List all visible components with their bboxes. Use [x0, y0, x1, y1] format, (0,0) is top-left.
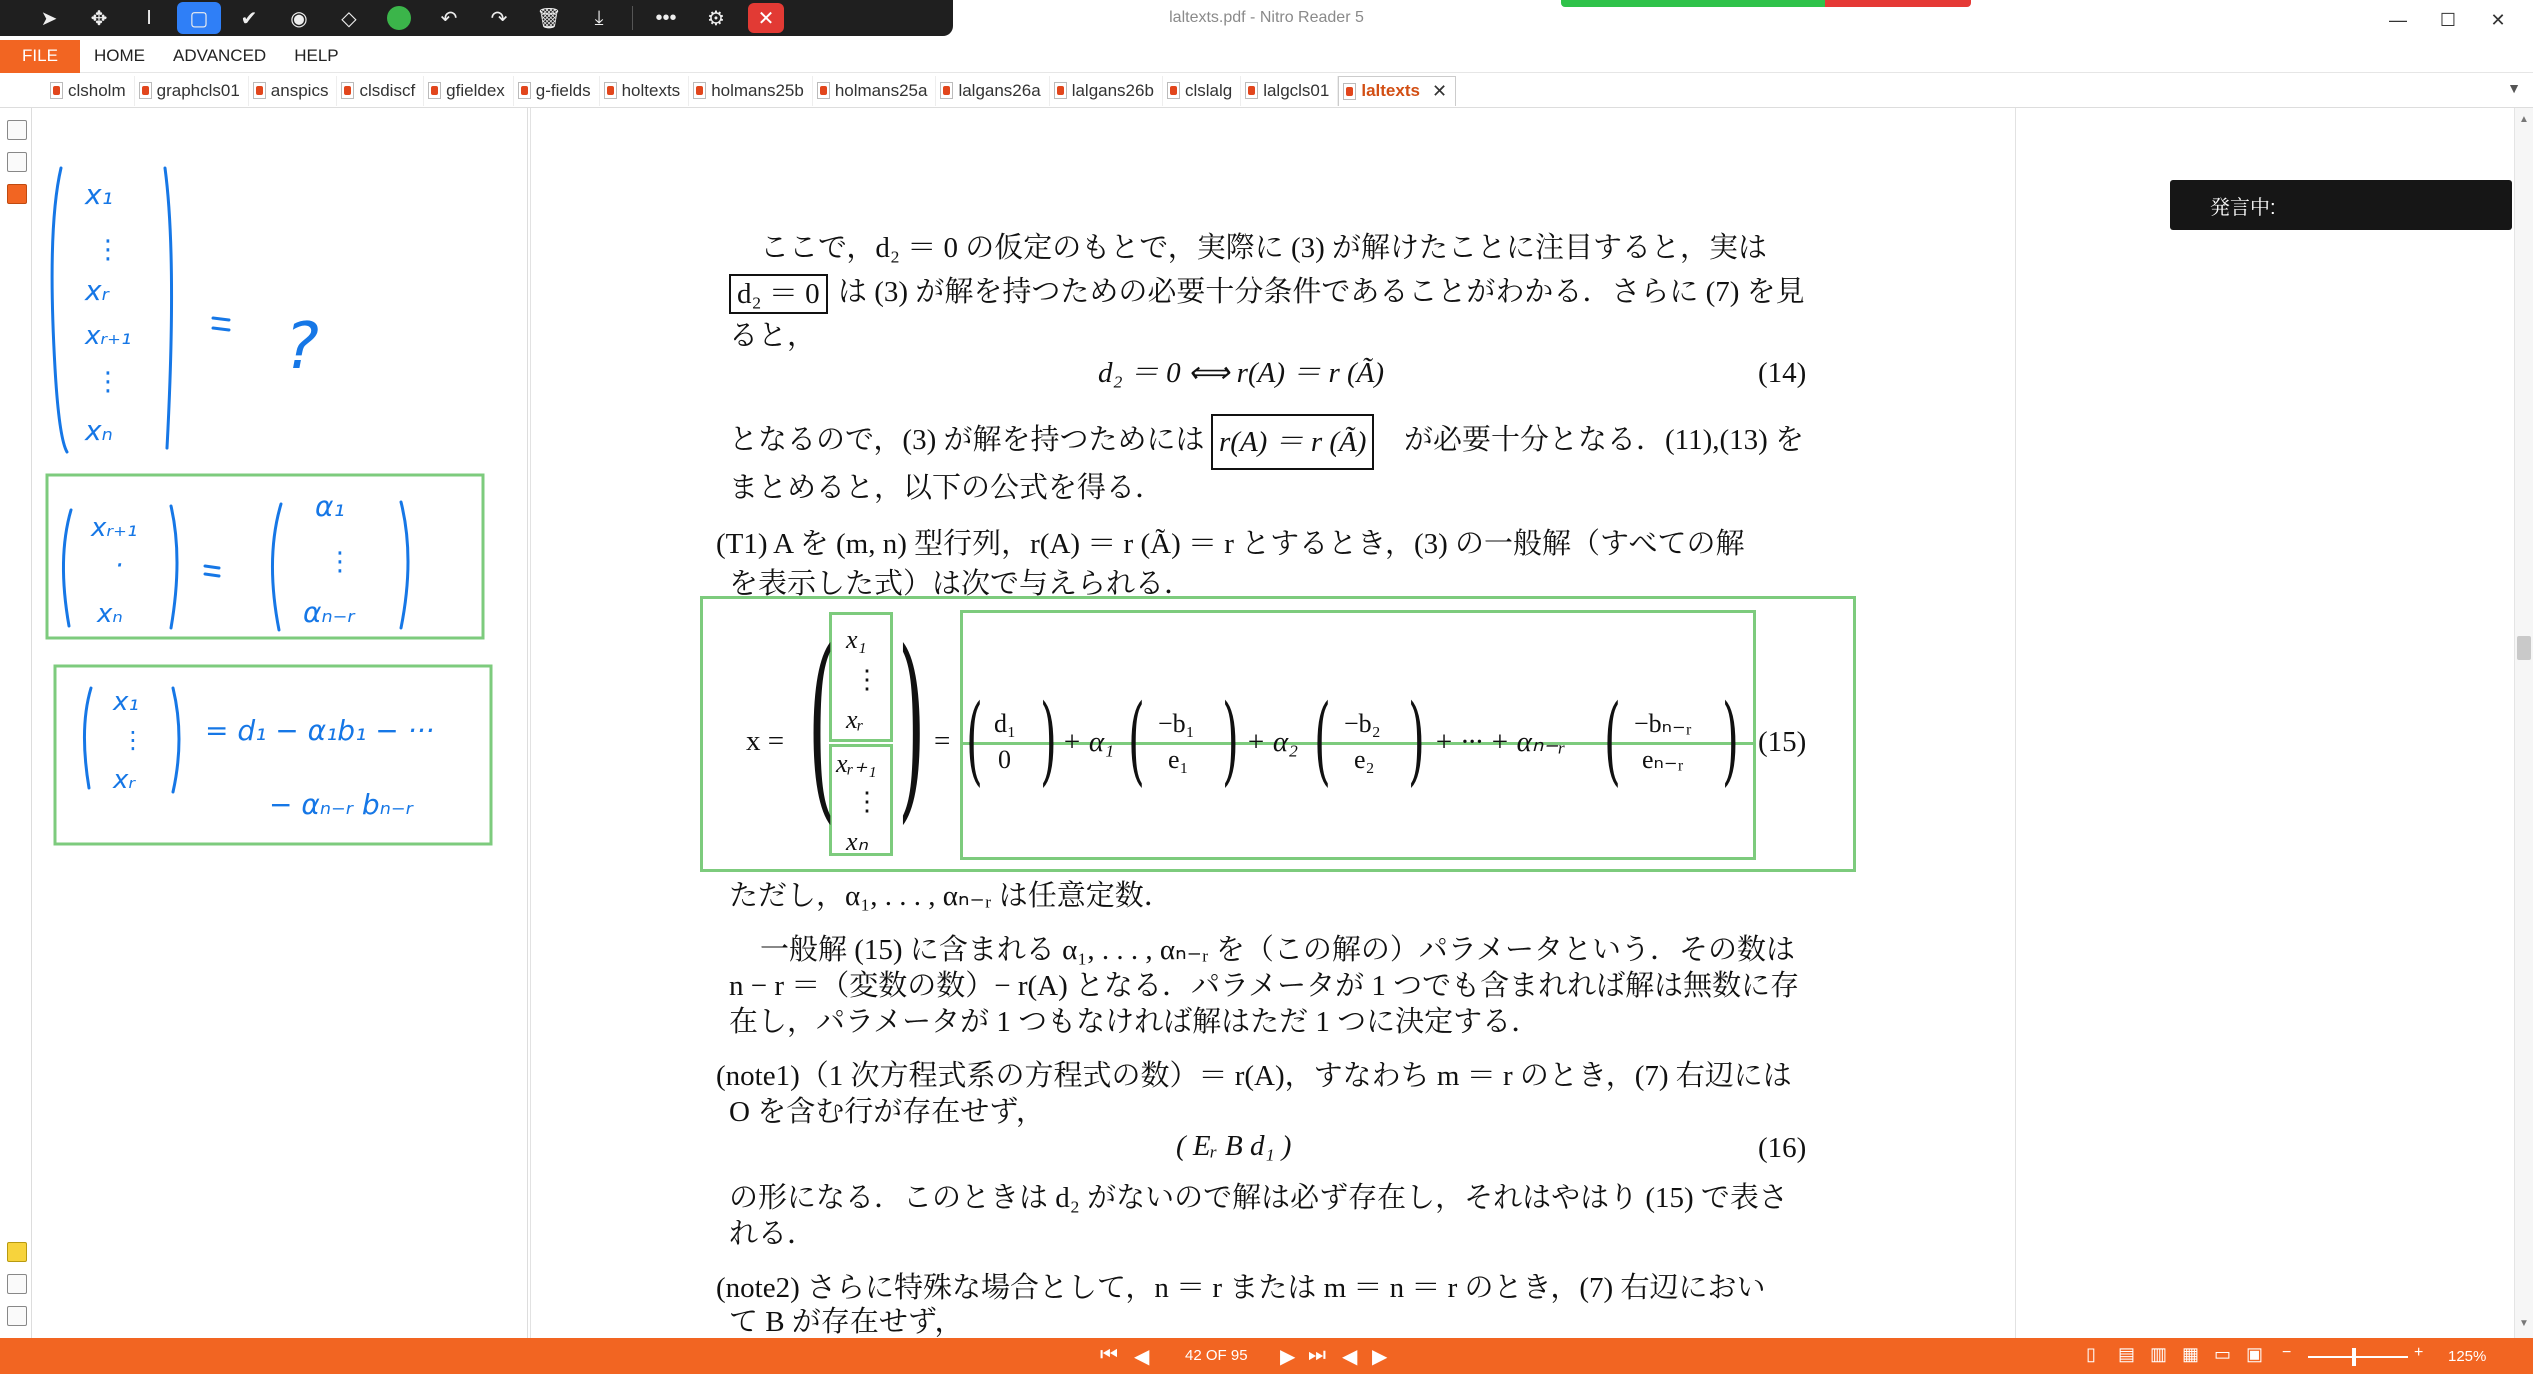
paragraph-2-line-1b: が必要十分となる．(11),(13) を [1404, 424, 1805, 456]
term4-right-paren: ) [1722, 684, 1739, 796]
previous-page-icon[interactable]: ◀ [1134, 1346, 1150, 1368]
pdf-icon [817, 82, 830, 99]
term1-zero: 0 [998, 745, 1011, 774]
equation-number-15: (15) [1758, 726, 1807, 758]
equation-16: ( Eᵣ B d₁ ) [1176, 1130, 1292, 1162]
vec-x1: x₁ [846, 625, 867, 654]
zoom-in-icon[interactable]: + [2414, 1344, 2424, 1361]
vec-xr: xᵣ [846, 705, 864, 734]
equation-number-16: (16) [1758, 1132, 1807, 1164]
term4-minus-bnr: −bₙ₋ᵣ [1634, 709, 1692, 738]
tab-laltexts[interactable]: laltexts ✕ [1338, 76, 1456, 106]
next-view-icon[interactable]: ▶ [1372, 1346, 1388, 1368]
tab-holmans25a[interactable]: holmans25a [813, 76, 937, 106]
note3-xr: xᵣ [113, 765, 136, 795]
vertical-scrollbar[interactable] [2514, 108, 2533, 1338]
term2-left-paren: ( [1128, 684, 1145, 796]
right-bracket [173, 688, 179, 792]
equals-sign [213, 318, 229, 330]
note2-xr1: xᵣ₊₁ [91, 513, 138, 543]
next-page-icon[interactable]: ▶ [1280, 1346, 1296, 1368]
paragraph-1-line-2: は (3) が解を持つための必要十分条件であることがわかる．さらに (7) を見 [838, 276, 1805, 308]
layers-icon[interactable] [7, 1274, 27, 1294]
note3-rhs-line2: − αₙ₋ᵣ bₙ₋ᵣ [269, 788, 413, 821]
left-bracket [272, 504, 281, 630]
checkmark-icon[interactable]: ✔ [240, 7, 258, 30]
equation-15-equals: = [934, 725, 951, 757]
maximize-button[interactable]: ☐ [2439, 9, 2457, 30]
pdf-icon [940, 82, 953, 99]
output-icon[interactable] [7, 1306, 27, 1326]
radio-icon[interactable]: ◉ [290, 7, 308, 30]
left-bracket [84, 688, 91, 788]
vec-xr1: xᵣ₊₁ [836, 749, 877, 778]
zoom-slider-track[interactable] [2308, 1356, 2408, 1358]
single-page-icon[interactable]: ▯ [2086, 1344, 2096, 1364]
note2-xn: xₙ [97, 599, 123, 629]
notes-panel [33, 108, 528, 1338]
menu-help[interactable]: HELP [294, 46, 339, 65]
left-bracket [63, 510, 71, 626]
note1-x1: x₁ [85, 178, 113, 211]
toolbar-divider [632, 6, 633, 30]
bookmarks-icon[interactable] [7, 184, 27, 204]
right-blank-area [2017, 108, 2514, 1338]
boxed-condition-d2: d₂ ＝ 0 [729, 274, 828, 314]
paragraph-4-line-2: れる． [729, 1218, 817, 1250]
user-settings-icon[interactable]: ⚙ [707, 7, 725, 30]
term2-e1: e₁ [1168, 745, 1189, 774]
tab-anspics[interactable]: anspics [249, 76, 338, 106]
handwritten-note-1 [52, 168, 319, 452]
annotation-toolbar [0, 0, 953, 36]
equation-15-lhs: x = [746, 725, 785, 757]
menu-file[interactable]: FILE [0, 40, 80, 73]
note1-xn: xₙ [85, 414, 113, 447]
paragraph-1-line-3: ると， [729, 320, 817, 352]
comments-icon[interactable] [7, 1242, 27, 1262]
equation-14: d₂ ＝ 0 ⟺ r(A) ＝ r (Ã) [1098, 357, 1385, 389]
term-plus-alpha2: + α₂ [1246, 726, 1299, 758]
zoom-slider-thumb[interactable] [2352, 1348, 2356, 1366]
speaker-indicator-bar [1561, 0, 1971, 7]
note2-alpha-nr: αₙ₋ᵣ [303, 596, 355, 629]
note3-x1: x₁ [113, 687, 139, 717]
tab-g-fields[interactable]: g-fields [514, 76, 600, 106]
tab-graphcls01[interactable]: graphcls01 [135, 76, 249, 106]
tab-clslalg[interactable]: clslalg [1163, 76, 1241, 106]
paragraph-3-line-1: 一般解 (15) に含まれる α₁, . . . , αₙ₋ᵣ を（この解の）パラメータという．その数は [760, 934, 1795, 966]
note1-line-2: O を含む行が存在せず， [729, 1096, 1045, 1128]
term3-e2: e₂ [1354, 745, 1375, 774]
handwritten-note-3 [84, 687, 434, 821]
note3-vdots: ⋮ [121, 726, 145, 754]
tab-lalgcls01[interactable]: lalgcls01 [1241, 76, 1338, 106]
term3-left-paren: ( [1314, 684, 1331, 796]
zoom-out-icon[interactable]: − [2282, 1344, 2292, 1361]
text-cursor-icon[interactable]: I [146, 6, 152, 29]
equals-sign [205, 566, 219, 576]
right-bracket [171, 506, 177, 628]
theorem-t1-line-1: (T1) A を (m, n) 型行列，r(A) ＝ r (Ã) ＝ r とするとき，(3) の一般解（すべての解 [716, 528, 1745, 560]
scroll-up-icon[interactable]: ▲ [2519, 114, 2529, 125]
paragraph-3-line-3: 在し，パラメータが 1 つもなければ解はただ 1 つに決定する． [729, 1006, 1541, 1038]
term3-right-paren: ) [1408, 684, 1425, 796]
paragraph-1-line-1: ここで，d₂ ＝ 0 の仮定のもとで，実際に (3) が解けたことに注目すると，実は [760, 232, 1768, 264]
facing-continuous-icon[interactable]: ▦ [2182, 1344, 2200, 1364]
color-green-icon[interactable] [374, 0, 424, 36]
tab-clsdiscf[interactable]: clsdiscf [337, 76, 424, 106]
tab-lalgans26b[interactable]: lalgans26b [1050, 76, 1163, 106]
paragraph-2-line-1a: となるので，(3) が解を持つためには [729, 424, 1205, 456]
attachments-icon[interactable] [7, 152, 27, 172]
scroll-down-icon[interactable]: ▼ [2519, 1318, 2529, 1329]
paragraph-3-line-2: n − r ＝（変数の数）− r(A) となる．パラメータが 1 つでも含まれれば解は無数に存 [729, 970, 1800, 1002]
menu-home[interactable]: HOME [94, 46, 145, 65]
close-tab-icon[interactable]: ✕ [1431, 80, 1448, 101]
speaking-label: 発言中: [2210, 196, 2276, 219]
status-bar [0, 1338, 2533, 1374]
pages-panel-icon[interactable] [7, 120, 27, 140]
delete-icon[interactable]: 🗑 [536, 7, 562, 30]
pdf-icon [341, 82, 354, 99]
facing-icon[interactable]: ▥ [2150, 1344, 2168, 1364]
theorem-t1-line-2: を表示した式）は次で与えられる． [729, 568, 1194, 600]
fit-page-icon[interactable]: ▣ [2246, 1344, 2264, 1364]
pdf-icon [253, 82, 266, 99]
pdf-icon [139, 82, 152, 99]
page-indicator[interactable]: 42 OF 95 [1185, 1347, 1248, 1364]
scrollbar-thumb[interactable] [2517, 636, 2531, 660]
zoom-level[interactable]: 125% [2448, 1348, 2487, 1365]
term1-right-paren: ) [1040, 684, 1057, 796]
pdf-icon [1167, 82, 1180, 99]
left-rail [0, 108, 32, 1338]
note3-rhs-line1: = d₁ − α₁b₁ − ··· [205, 714, 435, 747]
tab-lalgans26a[interactable]: lalgans26a [936, 76, 1049, 106]
boxed-rank-condition: r(A) ＝ r (Ã) [1211, 414, 1374, 470]
window-title: laltexts.pdf - Nitro Reader 5 [1169, 9, 1364, 26]
pdf-icon [693, 82, 706, 99]
vector-left-paren: ( [808, 609, 836, 842]
continuous-icon[interactable]: ▤ [2118, 1344, 2136, 1364]
term-plus-alpha1: + α₁ [1062, 726, 1115, 758]
pdf-icon [604, 82, 617, 99]
note1-question: ? [285, 310, 319, 384]
tab-clsholm[interactable]: clsholm [46, 76, 135, 106]
minimize-button[interactable]: — [2389, 9, 2407, 30]
paragraph-4-line-1: の形になる．このときは d₂ がないので解は必ず存在し，それはやはり (15) で表さ [729, 1182, 1788, 1214]
document-tab-bar [0, 74, 2533, 108]
tab-overflow-chevron-icon[interactable]: ▼ [2507, 80, 2521, 96]
note2-vdots: ⋮ [327, 547, 353, 577]
vec-xn: xₙ [846, 827, 868, 856]
term3-minus-b2: −b₂ [1344, 709, 1381, 738]
arbitrary-constants-line: ただし，α₁, . . . , αₙ₋ᵣ は任意定数． [729, 880, 1173, 912]
pdf-icon [50, 82, 63, 99]
note2-dot: · [115, 551, 124, 581]
equation-number-14: (14) [1758, 357, 1807, 389]
close-toolbar-icon[interactable]: ✕ [741, 0, 791, 36]
pdf-icon [1245, 82, 1258, 99]
redo-icon[interactable]: ↷ [490, 7, 508, 30]
term-dots-alpha-nr: + ··· + αₙ₋ᵣ [1434, 726, 1566, 758]
more-icon[interactable]: ••• [655, 6, 677, 29]
handwritten-note-2 [63, 490, 408, 630]
vec-vdots-1: ⋮ [854, 665, 880, 694]
speaking-popup [2170, 180, 2512, 230]
pdf-icon [518, 82, 531, 99]
eraser-icon[interactable]: ◇ [341, 7, 357, 30]
term1-d1: d₁ [994, 709, 1017, 738]
vector-right-paren: ) [898, 609, 926, 842]
first-page-icon[interactable]: ⏮ [1100, 1344, 1118, 1366]
note1-line-1: (note1)（1 次方程式系の方程式の数）＝ r(A)，すなわち m ＝ r のとき，(7) 右辺には [716, 1060, 1792, 1092]
right-bracket [165, 168, 172, 448]
tab-holtexts[interactable]: holtexts [600, 76, 690, 106]
pdf-icon [428, 82, 441, 99]
last-page-icon[interactable]: ⏭ [1308, 1344, 1326, 1366]
previous-view-icon[interactable]: ◀ [1342, 1346, 1358, 1368]
note2-line-2: て B が存在せず， [729, 1306, 964, 1338]
note2-alpha1: α₁ [315, 490, 345, 523]
fullscreen-icon[interactable]: ▭ [2214, 1344, 2232, 1364]
rectangle-tool-icon[interactable]: ▢ [174, 0, 224, 36]
select-arrow-icon[interactable]: ➤ [40, 7, 58, 30]
handwritten-notes [33, 108, 528, 1338]
term4-left-paren: ( [1604, 684, 1621, 796]
note1-xr: xᵣ [85, 274, 109, 307]
term2-right-paren: ) [1222, 684, 1239, 796]
menu-bar [0, 40, 2533, 73]
term2-minus-b1: −b₁ [1158, 709, 1195, 738]
right-bracket [401, 502, 408, 628]
undo-icon[interactable]: ↶ [440, 7, 458, 30]
close-window-button[interactable]: ✕ [2490, 9, 2506, 30]
paragraph-2-line-2: まとめると，以下の公式を得る． [729, 472, 1165, 504]
note2-line-1: (note2) さらに特殊な場合として，n ＝ r または m ＝ n ＝ r のとき，(7) 右辺におい [716, 1272, 1766, 1304]
term4-enr: eₙ₋ᵣ [1642, 745, 1684, 774]
note1-xr1: xᵣ₊₁ [85, 321, 132, 351]
menu-advanced[interactable]: ADVANCED [173, 46, 267, 65]
tab-gfieldex[interactable]: gfieldex [424, 76, 514, 106]
term1-left-paren: ( [966, 684, 983, 796]
note1-vdots: ⋮ [95, 235, 121, 265]
move-icon[interactable]: ✥ [90, 7, 108, 30]
pdf-icon [1054, 82, 1067, 99]
left-bracket [52, 168, 67, 452]
pdf-icon [1343, 83, 1356, 100]
vec-vdots-2: ⋮ [854, 787, 880, 816]
download-icon[interactable]: ⤓ [594, 6, 604, 29]
tab-holmans25b[interactable]: holmans25b [689, 76, 813, 106]
note1-vdots-2: ⋮ [95, 367, 121, 397]
